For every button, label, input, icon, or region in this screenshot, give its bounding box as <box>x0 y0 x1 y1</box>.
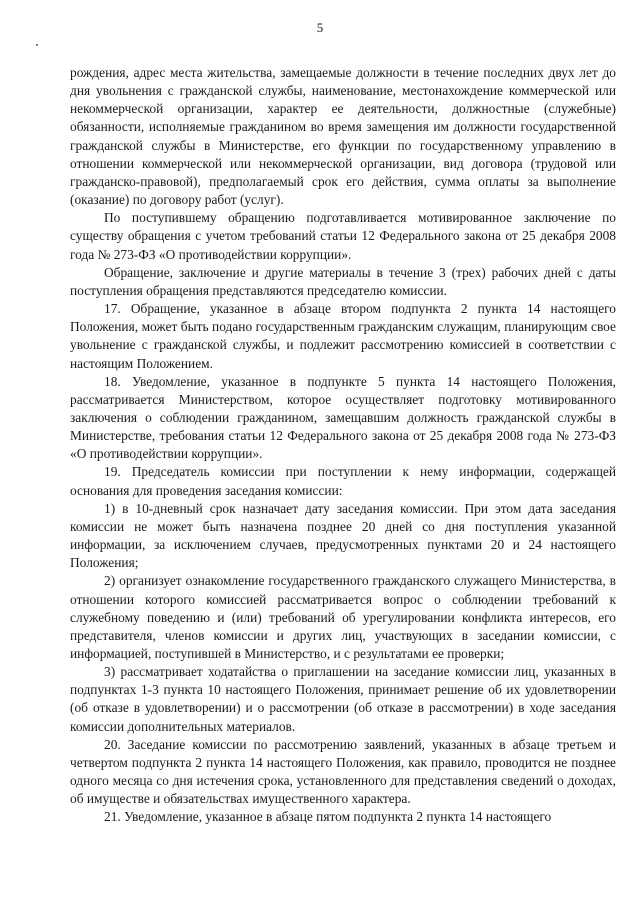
paragraph-19: 19. Председатель комиссии при поступлении к нему информации, содержащей основания для проведения заседания комиссии: <box>70 464 616 498</box>
paragraph-21: 21. Уведомление, указанное в абзаце пятом подпункта 2 пункта 14 настоящего <box>104 809 552 825</box>
paragraph-17: 17. Обращение, указанное в абзаце втором подпункта 2 пункта 14 настоящего Положения, может быть подано государственным гражданским служащим, планирующим свое увольнение с гражданской службы, и подлежит рассмотрению комиссией в соответствии с настоящим Положением. <box>70 301 616 371</box>
paragraph-19-1: 1) в 10-дневный срок назначает дату заседания комиссии. При этом дата заседания комиссии не может быть назначена позднее 20 дней со дня поступления указанной информации, за исключением случаев, предусмотренных пунктами 20 и 24 настоящего Положения; <box>70 500 616 571</box>
paragraph-20: 20. Заседание комиссии по рассмотрению заявлений, указанных в абзаце третьем и четвертом подпункта 2 пункта 14 настоящего Положения, как правило, проводится не позднее одного месяца со дня истечения срока, установленного для представления сведений о доходах, об имуществе и обязательствах имущественного характера. <box>70 736 616 807</box>
paragraph-2: По поступившему обращению подготавливается мотивированное заключение по существу обращения с учетом требований статьи 12 Федерального закона от 25 декабря 2008 года № 273-ФЗ «О противодействии коррупции». <box>70 210 616 262</box>
paragraph-1: рождения, адрес места жительства, замещаемые должности в течение последних двух лет до дня увольнения с гражданской службы, наименование, местонахождение коммерческой или некоммерческой организации, характер ее деятельности, должностные (служебные) обязанности, исполняемые гражданином во время замещения им должности государственной гражданской службы в Министерстве, его функции по государственному управлению в отношении коммерческой или некоммерческой организации, вид договора (трудовой или гражданско-правовой), предполагаемый срок его действия, сумма оплаты за выполнение (оказание) по договору работ (услуг). <box>70 65 616 208</box>
document-body <box>70 64 616 827</box>
paragraph-19-2: 2) организует ознакомление государственного гражданского служащего Министерства, в отношении которого комиссией рассматривается вопрос о соблюдении требований к служебному поведению и (или) требований об урегулировании конфликта интересов, его представителя, членов комиссии и других лиц, участвующих в заседании комиссии, с информацией, поступившей в Министерство, и с результатами ее проверки; <box>70 573 616 661</box>
paragraph-19-3: 3) рассматривает ходатайства о приглашении на заседание комиссии лиц, указанных в подпунктах 1-3 пункта 10 настоящего Положения, принимает решение об их удовлетворении (об отказе в удовлетворении) и о рассмотрении (об отказе в рассмотрении) в ходе заседания комиссии дополнительных материалов. <box>70 664 616 734</box>
page-number: 5 <box>316 20 324 35</box>
paragraph-18: 18. Уведомление, указанное в подпункте 5 пункта 14 настоящего Положения, рассматривается Министерством, которое осуществляет подготовку мотивированного заключения о соблюдении гражданином, замещавшим должность гражданской службы в Министерстве, требования статьи 12 Федерального закона от 25 декабря 2008 года № 273-ФЗ «О противодействии коррупции». <box>70 373 616 462</box>
scan-dot <box>36 44 38 46</box>
paragraph-3: Обращение, заключение и другие материалы в течение 3 (трех) рабочих дней с даты поступления обращения представляются председателю комиссии. <box>70 264 616 298</box>
